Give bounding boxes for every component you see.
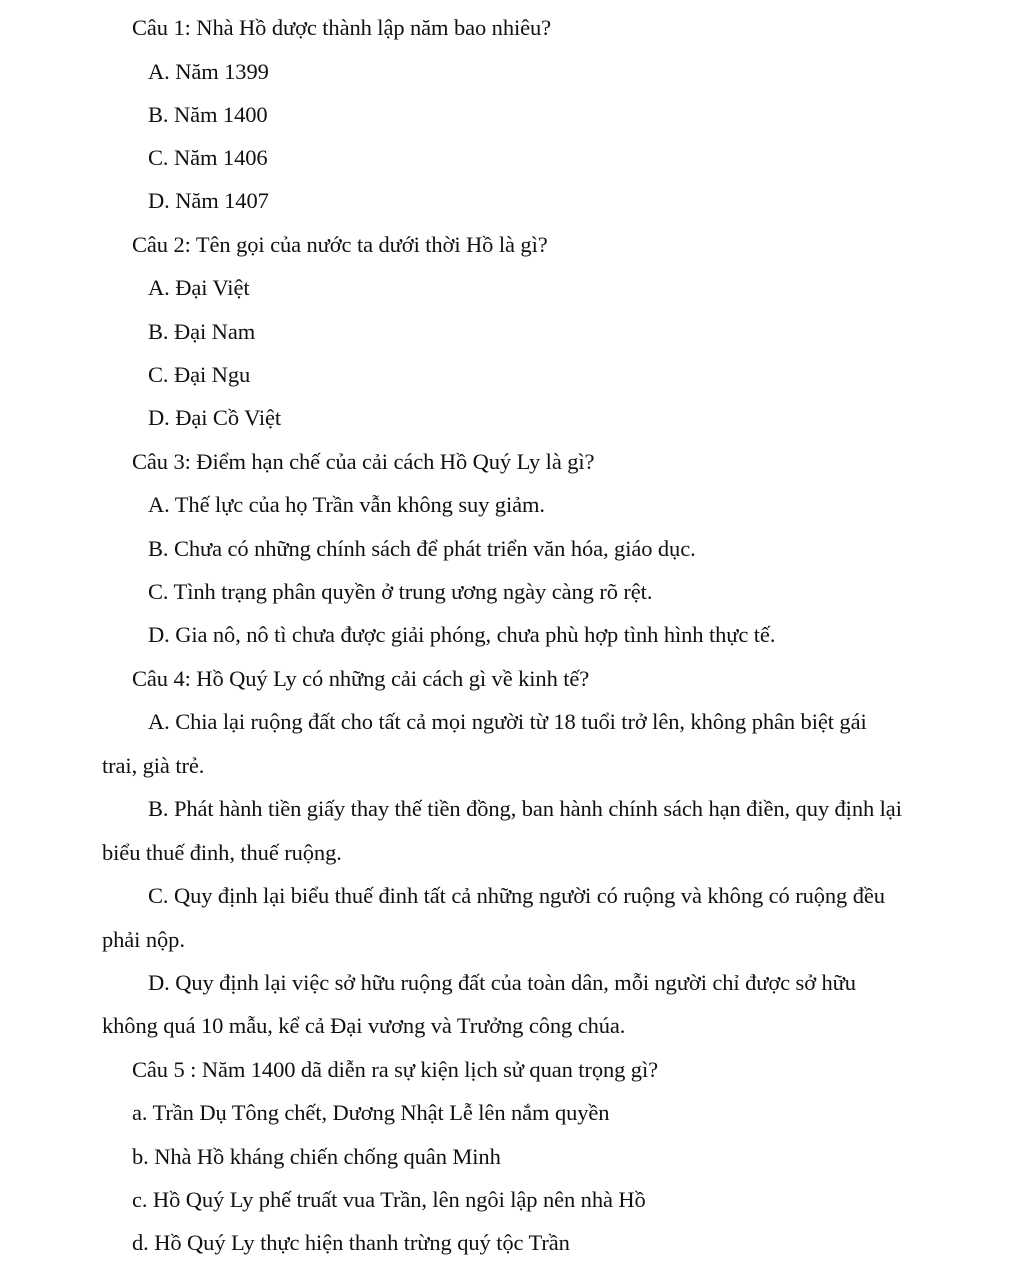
question-4-option-b-continued: biểu thuế đinh, thuế ruộng. — [102, 840, 342, 865]
question-3-option-c: C. Tình trạng phân quyền ở trung ương ngày càng rõ rệt. — [148, 579, 653, 604]
question-2-option-d: D. Đại Cồ Việt — [148, 405, 282, 430]
question-2-option-b: B. Đại Nam — [148, 319, 256, 344]
question-4-option-b: B. Phát hành tiền giấy thay thế tiền đồng, ban hành chính sách hạn điền, quy định lại — [148, 796, 902, 821]
question-5-option-d: d. Hồ Quý Ly thực hiện thanh trừng quý tộc Trần — [132, 1230, 570, 1255]
question-4-option-c: C. Quy định lại biểu thuế đinh tất cả những người có ruộng và không có ruộng đều — [148, 883, 885, 908]
question-2: Câu 2: Tên gọi của nước ta dưới thời Hồ là gì? — [132, 232, 548, 257]
question-5-option-b: b. Nhà Hồ kháng chiến chống quân Minh — [132, 1144, 501, 1169]
question-1-option-a: A. Năm 1399 — [148, 59, 269, 84]
question-1: Câu 1: Nhà Hồ dược thành lập năm bao nhiêu? — [132, 15, 552, 40]
question-3-option-d: D. Gia nô, nô tì chưa được giải phóng, chưa phù hợp tình hình thực tế. — [148, 622, 776, 647]
question-1-option-d: D. Năm 1407 — [148, 188, 269, 213]
question-4-option-a: A. Chia lại ruộng đất cho tất cả mọi người từ 18 tuổi trở lên, không phân biệt gái — [148, 709, 867, 734]
question-1-option-b: B. Năm 1400 — [148, 102, 268, 127]
question-5-option-a: a. Trần Dụ Tông chết, Dương Nhật Lễ lên nắm quyền — [132, 1100, 610, 1125]
question-5-option-c: c. Hồ Quý Ly phế truất vua Trần, lên ngôi lập nên nhà Hồ — [132, 1187, 646, 1212]
question-4: Câu 4: Hồ Quý Ly có những cải cách gì về kinh tế? — [132, 666, 590, 691]
question-1-option-c: C. Năm 1406 — [148, 145, 268, 170]
question-5: Câu 5 : Năm 1400 dã diễn ra sự kiện lịch sử quan trọng gì? — [132, 1057, 658, 1082]
question-4-option-a-continued: trai, già trẻ. — [102, 753, 205, 778]
question-4-option-c-continued: phải nộp. — [102, 927, 185, 952]
question-3-option-a: A. Thế lực của họ Trần vẫn không suy giảm. — [148, 492, 545, 517]
question-3-option-b: B. Chưa có những chính sách để phát triển văn hóa, giáo dục. — [148, 536, 696, 561]
question-3: Câu 3: Điểm hạn chế của cải cách Hồ Quý Ly là gì? — [132, 449, 595, 474]
question-2-option-a: A. Đại Việt — [148, 275, 250, 300]
question-2-option-c: C. Đại Ngu — [148, 362, 251, 387]
question-4-option-d: D. Quy định lại việc sở hữu ruộng đất của toàn dân, mỗi người chỉ được sở hữu — [148, 970, 856, 995]
question-4-option-d-continued: không quá 10 mẫu, kể cả Đại vương và Trưởng công chúa. — [102, 1013, 626, 1038]
